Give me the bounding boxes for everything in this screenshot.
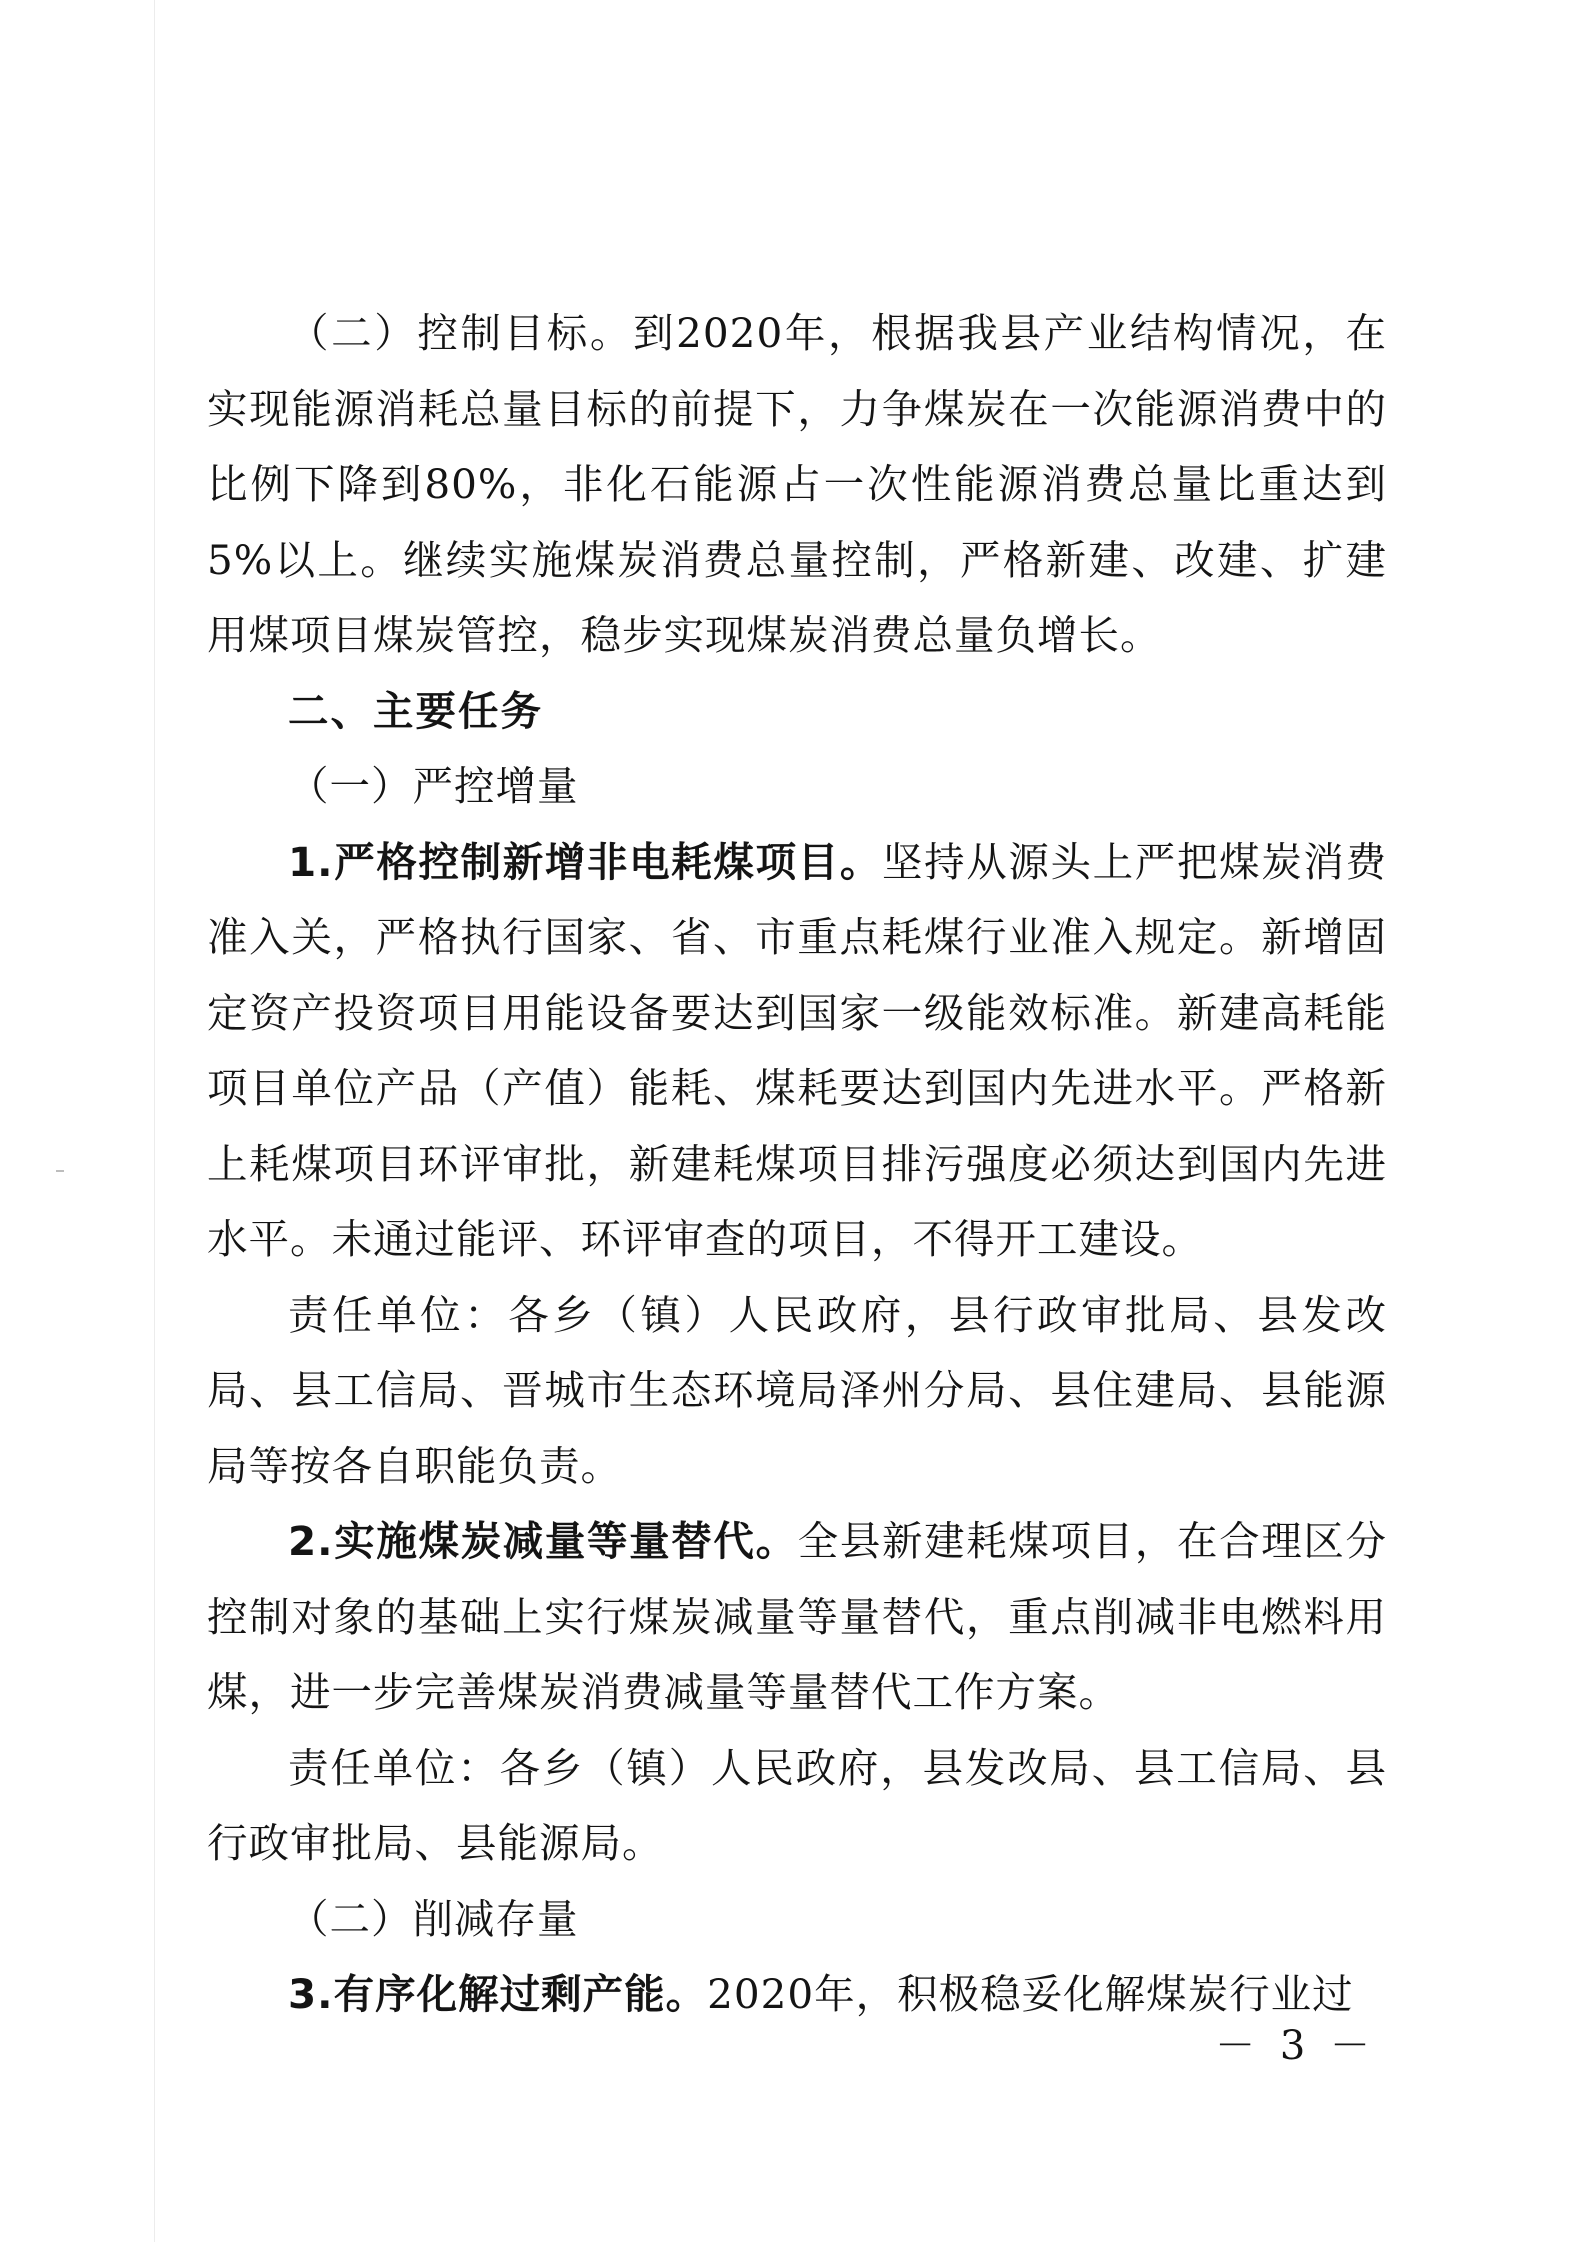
paragraph-responsible-units-1: 责任单位：各乡（镇）人民政府，县行政审批局、县发改局、县工信局、晋城市生态环境局泽州分局、县住建局、县能源局等按各自职能负责。: [207, 1290, 1387, 1490]
subsection-heading-control-increment: （一）严控增量: [288, 762, 579, 810]
subsection-heading-reduce-stock: （二）削减存量: [288, 1894, 579, 1943]
document-body: [207, 296, 1387, 2033]
paragraph-item-3: [207, 1957, 1387, 2033]
paragraph-item-2: [207, 1504, 1387, 1731]
scan-speck: [56, 1170, 64, 1172]
item-1-lead: 1.严格控制新增非电耗煤项目。: [288, 837, 882, 886]
item-3-lead: 3.有序化解过剩产能。: [288, 1970, 708, 2018]
item-2-lead: 2.实施煤炭减量等量替代。: [288, 1517, 798, 1565]
item-1-text: 坚持从源头上严把煤炭消费准入关，严格执行国家、省、市重点耗煤行业准入规定。新增固定资产投资项目用能设备要达到国家一级能效标准。新建高耗能项目单位产品（产值）能耗、煤耗要达到国内先进水平。严格新上耗煤项目环评审批，新建耗煤项目排污强度必须达到国内先进水平。未通过能评、环评审查的项目，不得开工建设。: [207, 837, 1387, 1263]
paragraph-control-target: （二）控制目标。到2020年，根据我县产业结构情况，在实现能源消耗总量目标的前提下，力争煤炭在一次能源消费中的比例下降到80%，非化石能源占一次性能源消费总量比重达到5%以上。继续实施煤炭消费总量控制，严格新建、改建、扩建用煤项目煤炭管控，稳步实现煤炭消费总量负增长。: [207, 309, 1387, 659]
paragraph-item-1: [207, 825, 1387, 1278]
page-number: － 3 －: [1215, 2023, 1376, 2069]
section-heading-main-tasks: 二、主要任务: [288, 686, 543, 735]
item-3-text: 2020年，积极稳妥化解煤炭行业过: [707, 1970, 1354, 2018]
paragraph-responsible-units-2: 责任单位：各乡（镇）人民政府，县发改局、县工信局、县行政审批局、县能源局。: [207, 1743, 1387, 1867]
page-fold-line: [154, 0, 155, 2242]
item-2-text: 全县新建耗煤项目，在合理区分控制对象的基础上实行煤炭减量等量替代，重点削减非电燃料用煤，进一步完善煤炭消费减量等量替代工作方案。: [207, 1517, 1387, 1716]
